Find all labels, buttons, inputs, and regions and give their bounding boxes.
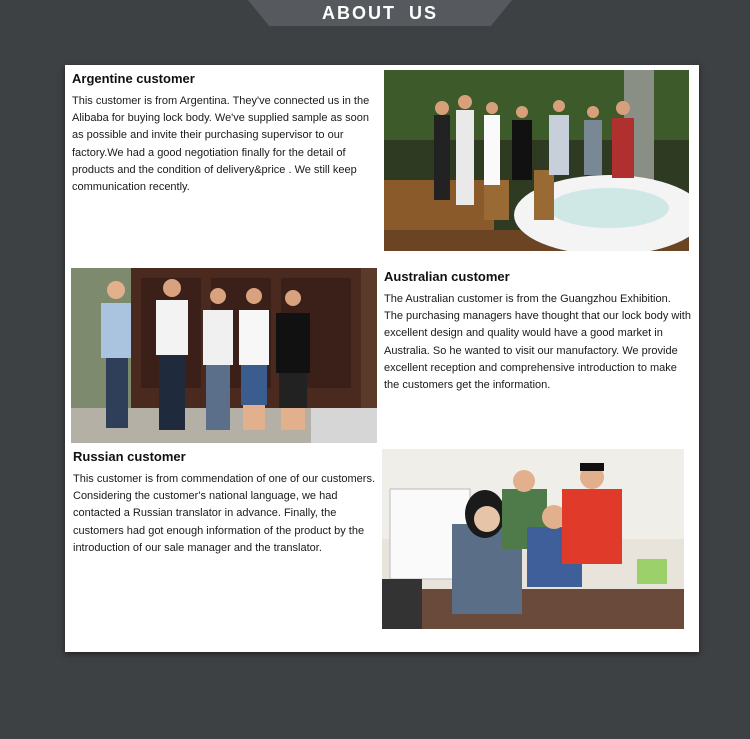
- section-argentine: [72, 71, 377, 196]
- photo-russian-meeting: [382, 449, 684, 629]
- photo-argentine-group: [384, 70, 689, 251]
- section-title: Argentine customer: [72, 71, 195, 86]
- section-body: This customer is from commendation of one of our customers. Considering the customer's national language, we had contacted a Russian translator in advance. Finally, the customers had got enough information of the product by the introduction of our sale manager and the translator.: [73, 473, 376, 554]
- content-card: [65, 65, 699, 652]
- section-body: The Australian customer is from the Guangzhou Exhibition. The purchasing managers have thought that our lock body with excellent design and quality would have a good market in Australia. So he wanted to visit our manufactory. We provide excellent reception and comprehensive introduction to make the customers get the information.: [384, 293, 691, 392]
- page-title: ABOUT US: [322, 3, 438, 23]
- section-australian: [384, 269, 692, 394]
- photo-australian-group: [71, 268, 377, 443]
- section-title: Australian customer: [384, 269, 510, 284]
- section-title: Russian customer: [73, 449, 186, 464]
- section-body: This customer is from Argentina. They've connected us in the Alibaba for buying lock body. We've supplied sample as soon as possible and invite their purchasing supervisor to our factory.We had a good negotiation finally for the detail of products and the condition of delivery&price . We still keep communication recently.: [72, 95, 370, 194]
- section-russian: [73, 449, 378, 557]
